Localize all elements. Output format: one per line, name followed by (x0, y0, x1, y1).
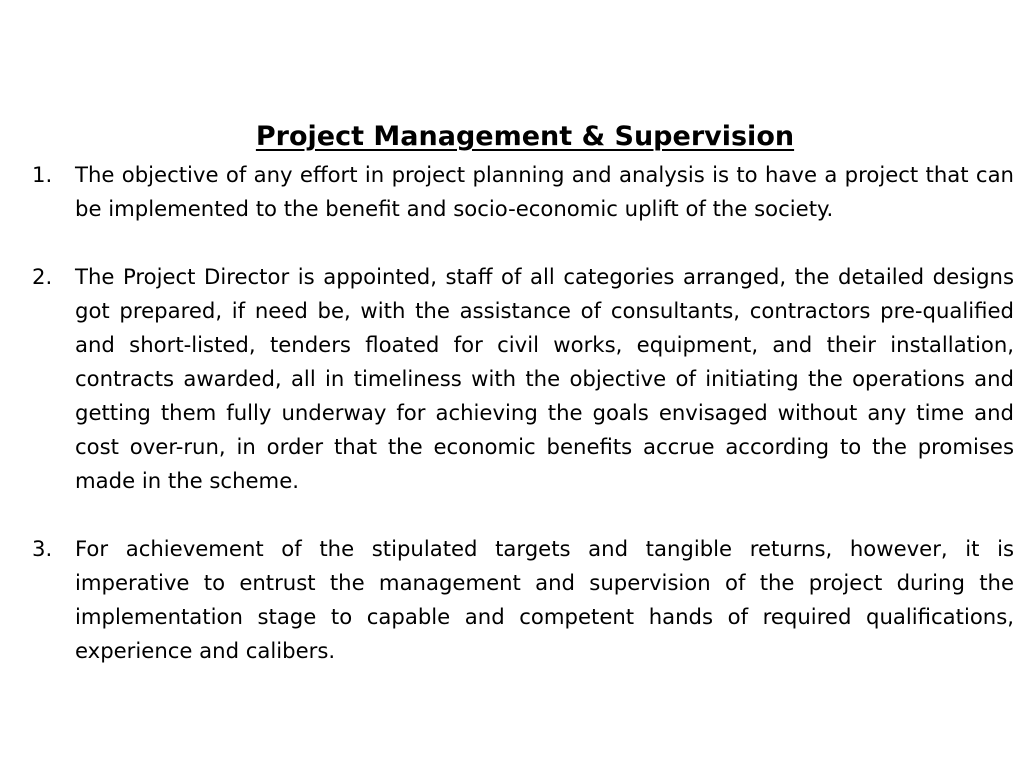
list-item (32, 532, 1014, 668)
list-item-text: The objective of any effort in project planning and analysis is to have a project that can be implemented to the benefit and socio-economic uplift of the society. (75, 162, 1014, 221)
list-item (32, 260, 1014, 498)
numbered-list (32, 158, 1014, 668)
list-item-number: 1. (32, 162, 53, 187)
list-item-number: 2. (32, 264, 53, 289)
list-item-text: For achievement of the stipulated targets and tangible returns, however, it is imperative to entrust the management and supervision of the project during the implementation stage to capable and competent hands of required qualifications, experience and calibers. (75, 536, 1014, 663)
list-item (32, 158, 1014, 226)
list-item-number: 3. (32, 536, 53, 561)
slide-title: Project Management & Supervision (255, 121, 795, 152)
list-item-text: The Project Director is appointed, staff of all categories arranged, the detailed designs got prepared, if need be, with the assistance of consultants, contractors pre-qualified and short-listed, tenders floated for civil works, equipment, and their installation, contracts awarded, all in timeliness with the objective of initiating the operations and getting them fully underway for achieving the goals envisaged without any time and cost over-run, in order that the economic benefits accrue according to the promises made in the scheme. (75, 264, 1014, 493)
